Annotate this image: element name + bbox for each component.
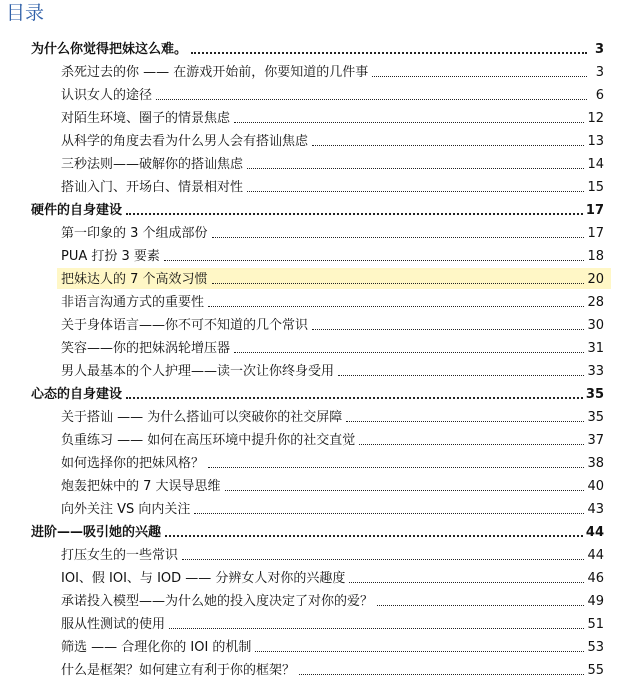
dot-leader [208, 466, 584, 468]
toc-page-number: 6 [595, 88, 604, 103]
toc-entry-title: PUA 打扮 3 要素 [61, 249, 160, 264]
toc-page-number: 40 [587, 479, 604, 494]
toc-page-number: 17 [585, 203, 604, 218]
toc-entry-title: 关于身体语言——你不可不知道的几个常识 [61, 318, 309, 333]
toc-entry-title: 服从性测试的使用 [61, 617, 166, 632]
toc-entry-title: 如何选择你的把妹风格？ [61, 456, 205, 471]
dot-leader [212, 236, 585, 238]
dot-leader [299, 673, 584, 675]
toc-section-entry[interactable] [0, 380, 631, 403]
toc-entry-title: 什么是框架？如何建立有利于你的框架？ [61, 663, 296, 678]
toc-subsection-entry[interactable] [0, 564, 631, 587]
dot-leader [169, 627, 584, 629]
toc-page-number: 15 [587, 180, 604, 195]
toc-subsection-entry[interactable] [0, 610, 631, 633]
toc-subsection-entry[interactable] [0, 127, 631, 150]
toc-entry-title: 非语言沟通方式的重要性 [61, 295, 205, 310]
toc-entry-title: 打压女生的一些常识 [61, 548, 179, 563]
dot-leader [156, 98, 587, 100]
toc-page-number: 13 [587, 134, 604, 149]
toc-page-number: 44 [587, 548, 604, 563]
toc-page-number: 3 [595, 65, 604, 80]
dot-leader [165, 534, 583, 537]
dot-leader [359, 443, 584, 445]
toc-section-entry[interactable] [0, 196, 631, 219]
toc-subsection-entry[interactable] [0, 81, 631, 104]
toc-entry-title: 从科学的角度去看为什么男人会有搭讪焦虑 [61, 134, 309, 149]
dot-leader [164, 259, 585, 261]
toc-subsection-entry[interactable] [0, 541, 631, 564]
toc-subsection-entry[interactable] [0, 104, 631, 127]
toc-page-number: 51 [587, 617, 604, 632]
toc-entry-title: 向外关注 VS 向内关注 [61, 502, 191, 517]
toc-page-number: 33 [587, 364, 604, 379]
toc-page-number: 35 [587, 410, 604, 425]
dot-leader [182, 558, 584, 560]
toc-page-number: 14 [587, 157, 604, 172]
toc-title: 目录 [6, 2, 45, 24]
toc-page-number: 37 [587, 433, 604, 448]
toc-subsection-entry[interactable] [0, 288, 631, 311]
toc-page-number: 35 [585, 387, 604, 402]
dot-leader [349, 581, 584, 583]
toc-subsection-entry[interactable] [0, 357, 631, 380]
toc-page-number: 44 [585, 525, 604, 540]
toc-list [0, 35, 631, 679]
toc-entry-title: 杀死过去的你 —— 在游戏开始前，你要知道的几件事 [61, 65, 369, 80]
toc-section-entry[interactable] [0, 35, 631, 58]
toc-page-number: 17 [587, 226, 604, 241]
toc-entry-title: 第一印象的 3 个组成部份 [61, 226, 208, 241]
dot-leader [234, 351, 584, 353]
dot-leader [255, 650, 584, 652]
toc-entry-title: 把妹达人的 7 个高效习惯 [61, 272, 208, 287]
dot-leader [212, 282, 585, 284]
toc-entry-title: IOI、假 IOI、与 IOD —— 分辨女人对你的兴趣度 [61, 571, 346, 586]
toc-page-number: 30 [587, 318, 604, 333]
toc-entry-title: 关于搭讪 —— 为什么搭讪可以突破你的社交屏障 [61, 410, 343, 425]
toc-page-number: 43 [587, 502, 604, 517]
toc-entry-title: 心态的自身建设 [31, 387, 123, 402]
toc-page-number: 3 [594, 42, 604, 57]
toc-subsection-entry[interactable] [0, 656, 631, 679]
toc-page-number: 18 [587, 249, 604, 264]
dot-leader [208, 305, 584, 307]
dot-leader [346, 420, 584, 422]
dot-leader [225, 489, 585, 491]
toc-subsection-entry[interactable] [0, 495, 631, 518]
dot-leader [126, 396, 583, 399]
toc-entry-title: 负重练习 —— 如何在高压环境中提升你的社交直觉 [61, 433, 356, 448]
dot-leader [377, 604, 584, 606]
toc-page-number: 20 [587, 272, 604, 287]
toc-subsection-entry[interactable] [0, 403, 631, 426]
toc-page-number: 12 [587, 111, 604, 126]
toc-subsection-entry[interactable] [0, 265, 631, 288]
toc-subsection-entry[interactable] [0, 472, 631, 495]
dot-leader [194, 512, 584, 514]
toc-entry-title: 男人最基本的个人护理——读一次让你终身受用 [61, 364, 335, 379]
toc-entry-title: 笑容——你的把妹涡轮增压器 [61, 341, 231, 356]
toc-entry-title: 进阶——吸引她的兴趣 [31, 525, 162, 540]
dot-leader [312, 144, 584, 146]
toc-subsection-entry[interactable] [0, 587, 631, 610]
toc-page-number: 31 [587, 341, 604, 356]
toc-entry-title: 炮轰把妹中的 7 大误导思维 [61, 479, 221, 494]
toc-entry-title: 对陌生环境、圈子的情景焦虑 [61, 111, 231, 126]
toc-page-number: 55 [587, 663, 604, 678]
toc-subsection-entry[interactable] [0, 449, 631, 472]
dot-leader [191, 51, 587, 54]
dot-leader [247, 190, 584, 192]
toc-entry-title: 为什么你觉得把妹这么难。 [31, 42, 188, 57]
toc-entry-title: 硬件的自身建设 [31, 203, 123, 218]
toc-page-number: 49 [587, 594, 604, 609]
toc-subsection-entry[interactable] [0, 242, 631, 265]
dot-leader [312, 328, 584, 330]
toc-section-entry[interactable] [0, 518, 631, 541]
toc-subsection-entry[interactable] [0, 633, 631, 656]
toc-entry-title: 承诺投入模型——为什么她的投入度决定了对你的爱？ [61, 594, 374, 609]
dot-leader [372, 75, 587, 77]
toc-subsection-entry[interactable] [0, 219, 631, 242]
dot-leader [247, 167, 584, 169]
dot-leader [234, 121, 584, 123]
toc-subsection-entry[interactable] [0, 311, 631, 334]
toc-page-number: 46 [587, 571, 604, 586]
toc-entry-title: 搭讪入门、开场白、情景相对性 [61, 180, 244, 195]
toc-subsection-entry[interactable] [0, 58, 631, 81]
toc-subsection-entry[interactable] [0, 334, 631, 357]
toc-entry-title: 认识女人的途径 [61, 88, 153, 103]
toc-page-number: 38 [587, 456, 604, 471]
dot-leader [126, 212, 583, 215]
toc-page-number: 28 [587, 295, 604, 310]
toc-subsection-entry[interactable] [0, 173, 631, 196]
toc-page-number: 53 [587, 640, 604, 655]
toc-entry-title: 筛选 —— 合理化你的 IOI 的机制 [61, 640, 252, 655]
toc-entry-title: 三秒法则——破解你的搭讪焦虑 [61, 157, 244, 172]
dot-leader [338, 374, 584, 376]
toc-subsection-entry[interactable] [0, 150, 631, 173]
toc-subsection-entry[interactable] [0, 426, 631, 449]
